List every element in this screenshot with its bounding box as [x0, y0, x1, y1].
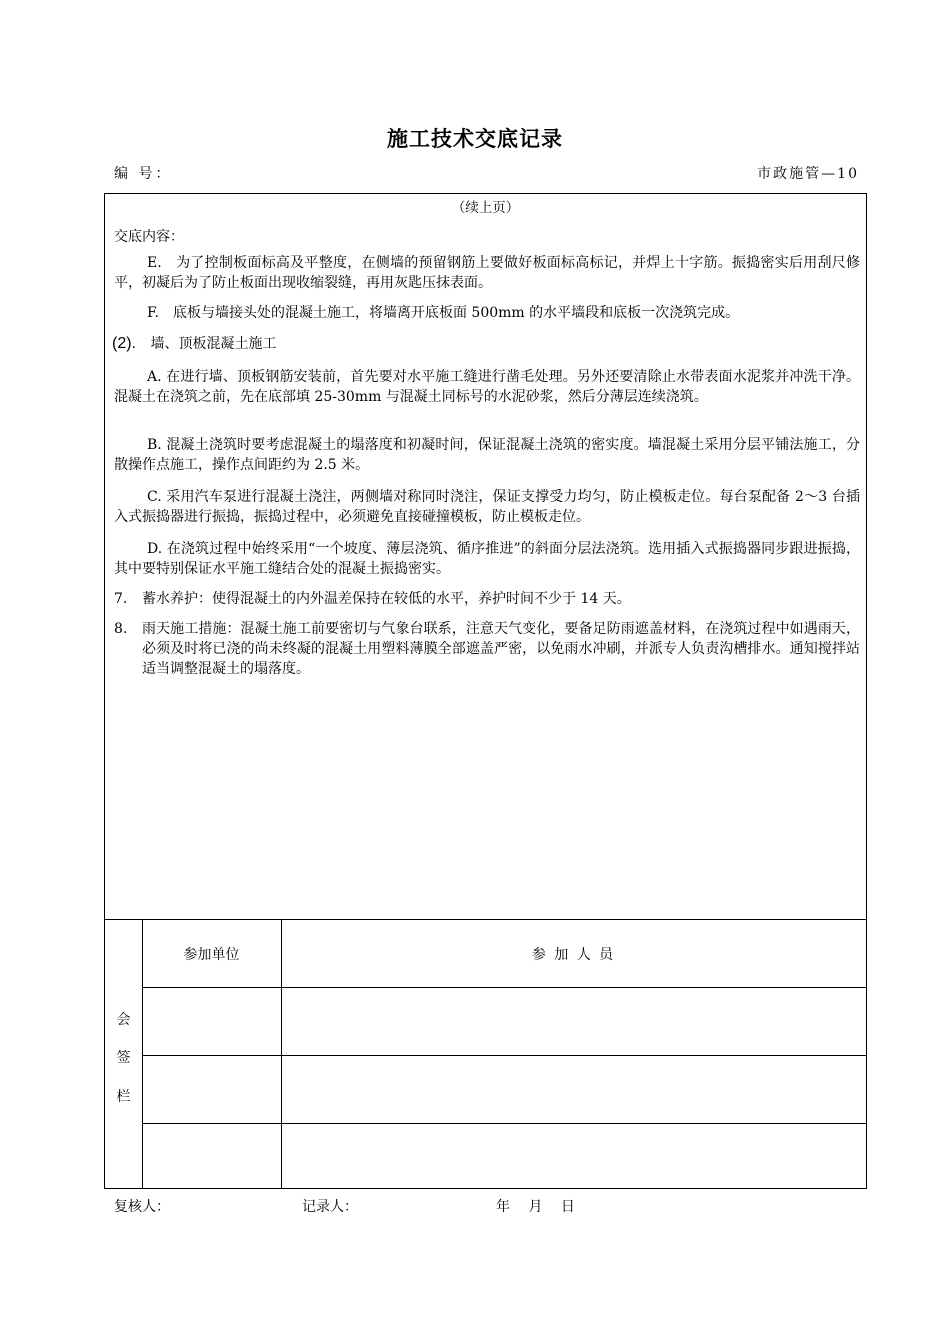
sign-table	[105, 919, 866, 1189]
recorder-label: 记录人：	[302, 1199, 358, 1215]
people-cell[interactable]	[282, 988, 865, 1054]
number-label: 编 号：	[114, 166, 173, 182]
unit-cell[interactable]	[143, 1124, 280, 1188]
item-text: 雨天施工措施：混凝土施工前要密切与气象台联系，注意天气变化，要备足防雨遮盖材料，在浇筑过程中如遇雨天，必须及时将已浇的尚未终凝的混凝土用塑料薄膜全部遮盖严密，以免雨水冲刷，并派专人负责沟槽排水。通知搅拌站适当调整混凝土的塌落度。	[142, 621, 860, 677]
reviewer-label: 复核人：	[114, 1199, 170, 1215]
paragraph-d: D. 在浇筑过程中始终采用“一个坡度、薄层浇筑、循序推进”的斜面分层法浇筑。选用插入式振捣器同步跟进振捣，其中要特别保证水平施工缝结合处的混凝土振捣密实。	[114, 541, 860, 577]
paragraph-c: C. 采用汽车泵进行混凝土浇注，两侧墙对称同时浇注，保证支撑受力均匀，防止模板走位。每台泵配备 2～3 台插入式振捣器进行振捣，振捣过程中，必须避免直接碰撞模板，防止模板走位。	[114, 489, 860, 525]
section-title: 墙、顶板混凝土施工	[150, 336, 277, 352]
people-cell[interactable]	[282, 1056, 865, 1122]
paragraph-b: B. 混凝土浇筑时要考虑混凝土的塌落度和初凝时间，保证混凝土浇筑的密实度。墙混凝土采用分层平铺法施工，分散操作点施工，操作点间距约为 2.5 米。	[114, 437, 860, 473]
section-number: (2).	[112, 335, 136, 352]
sign-side-char: 栏	[116, 1089, 131, 1105]
content-area	[105, 194, 868, 919]
sign-side-char: 签	[116, 1050, 131, 1066]
sign-side-char: 会	[116, 1012, 131, 1028]
column-header-unit: 参加单位	[183, 947, 240, 963]
item-number: 7.	[114, 591, 128, 607]
people-cell[interactable]	[282, 1124, 865, 1188]
paragraph-a: A. 在进行墙、顶板钢筋安装前，首先要对水平施工缝进行凿毛处理。另外还要清除止水带表面水泥浆并冲洗干净。混凝土在浇筑之前，先在底部填 25-30mm 与混凝土同标号的水泥砂浆，然后分薄层连续浇筑。	[114, 369, 860, 405]
date-label: 年 月 日	[496, 1199, 575, 1215]
form-code: 市政施管—10	[757, 166, 859, 182]
unit-cell[interactable]	[143, 988, 280, 1054]
item-text: 蓄水养护：使得混凝土的内外温差保持在较低的水平，养护时间不少于 14 天。	[142, 591, 631, 607]
unit-cell[interactable]	[143, 1056, 280, 1122]
content-label: 交底内容：	[114, 229, 184, 245]
column-header-people: 参 加 人 员	[531, 947, 616, 963]
paragraph-f: F. 底板与墙接头处的混凝土施工，将墙离开底板面 500mm 的水平墙段和底板一次浇筑完成。	[147, 305, 740, 321]
record-form	[104, 193, 867, 1189]
paragraph-e: E. 为了控制板面标高及平整度，在侧墙的预留钢筋上要做好板面标高标记，并焊上十字筋。振捣密实后用刮尺修平，初凝后为了防止板面出现收缩裂缝，再用灰匙压抹表面。	[114, 255, 860, 291]
section-heading-2	[112, 333, 276, 353]
continued-note: （续上页）	[451, 200, 520, 216]
document-title: 施工技术交底记录	[387, 126, 563, 151]
item-number: 8.	[114, 621, 128, 637]
